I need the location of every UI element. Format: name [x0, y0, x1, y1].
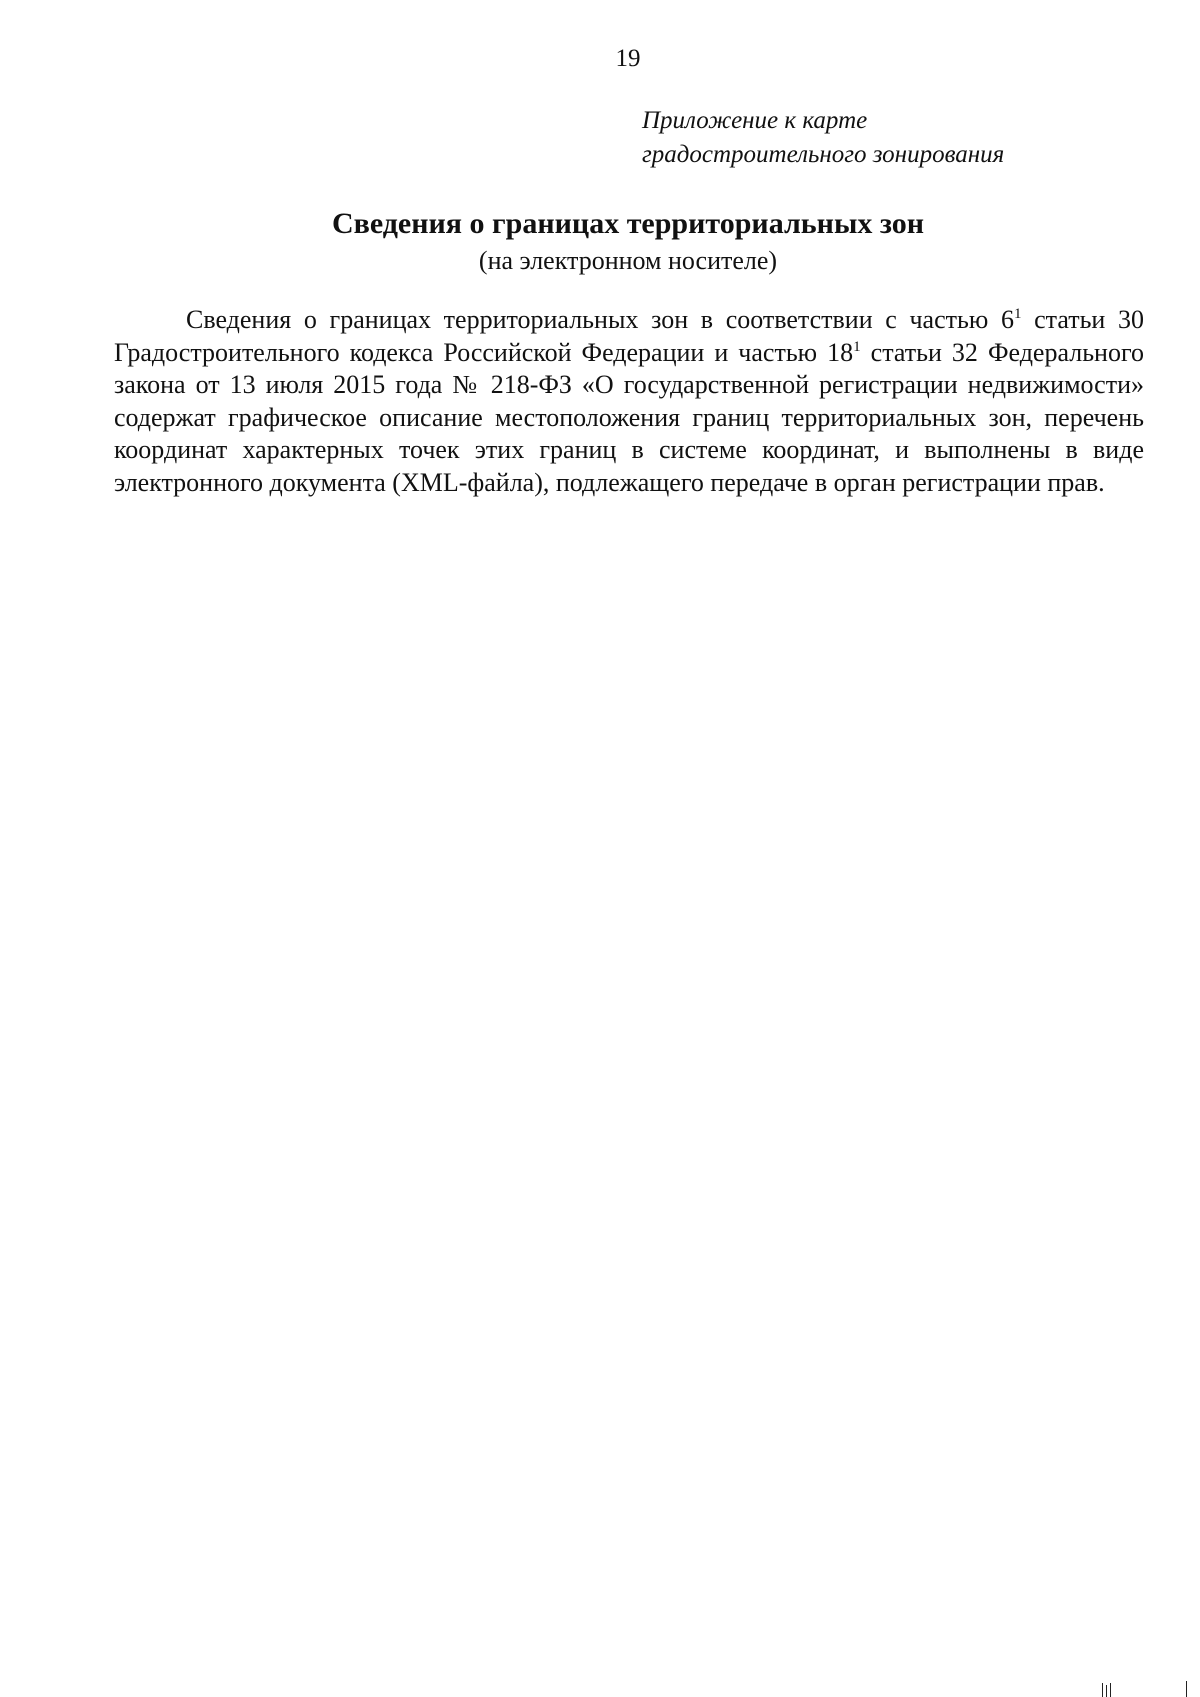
appendix-note-line-1: Приложение к карте [642, 107, 868, 134]
body-text-part-2: статьи 30 Градостроительного кодекса Российской Федерации и частью 18 [114, 305, 1144, 367]
appendix-note [642, 104, 1004, 172]
document-subtitle: (на электронном носителе) [478, 246, 778, 275]
document-title: Сведения о границах территориальных зон [331, 207, 925, 240]
scan-mark [1110, 1683, 1111, 1697]
scan-mark [1102, 1683, 1103, 1697]
superscript-2: 1 [853, 338, 861, 355]
body-text-part-1: Сведения о границах территориальных зон в соответствии с частью 6 [186, 305, 1014, 334]
page-number: 19 [615, 45, 641, 72]
body-text-part-3: статьи 32 Федерального закона от 13 июля 2015 года № 218-ФЗ «О государственной регистрации недвижимости» содержат графическое описание местоположения границ территориальных зон, перечень координат характерных точек этих границ в системе координат, и выполнены в виде электронного документа (XML-файла), подлежащего передаче в орган регистрации прав. [114, 337, 1144, 497]
scan-mark [1186, 1681, 1187, 1697]
superscript-1: 1 [1013, 306, 1022, 322]
scan-mark [1106, 1685, 1107, 1697]
appendix-note-line-2: градостроительного зонирования [642, 141, 1005, 168]
body-paragraph [114, 304, 1144, 500]
